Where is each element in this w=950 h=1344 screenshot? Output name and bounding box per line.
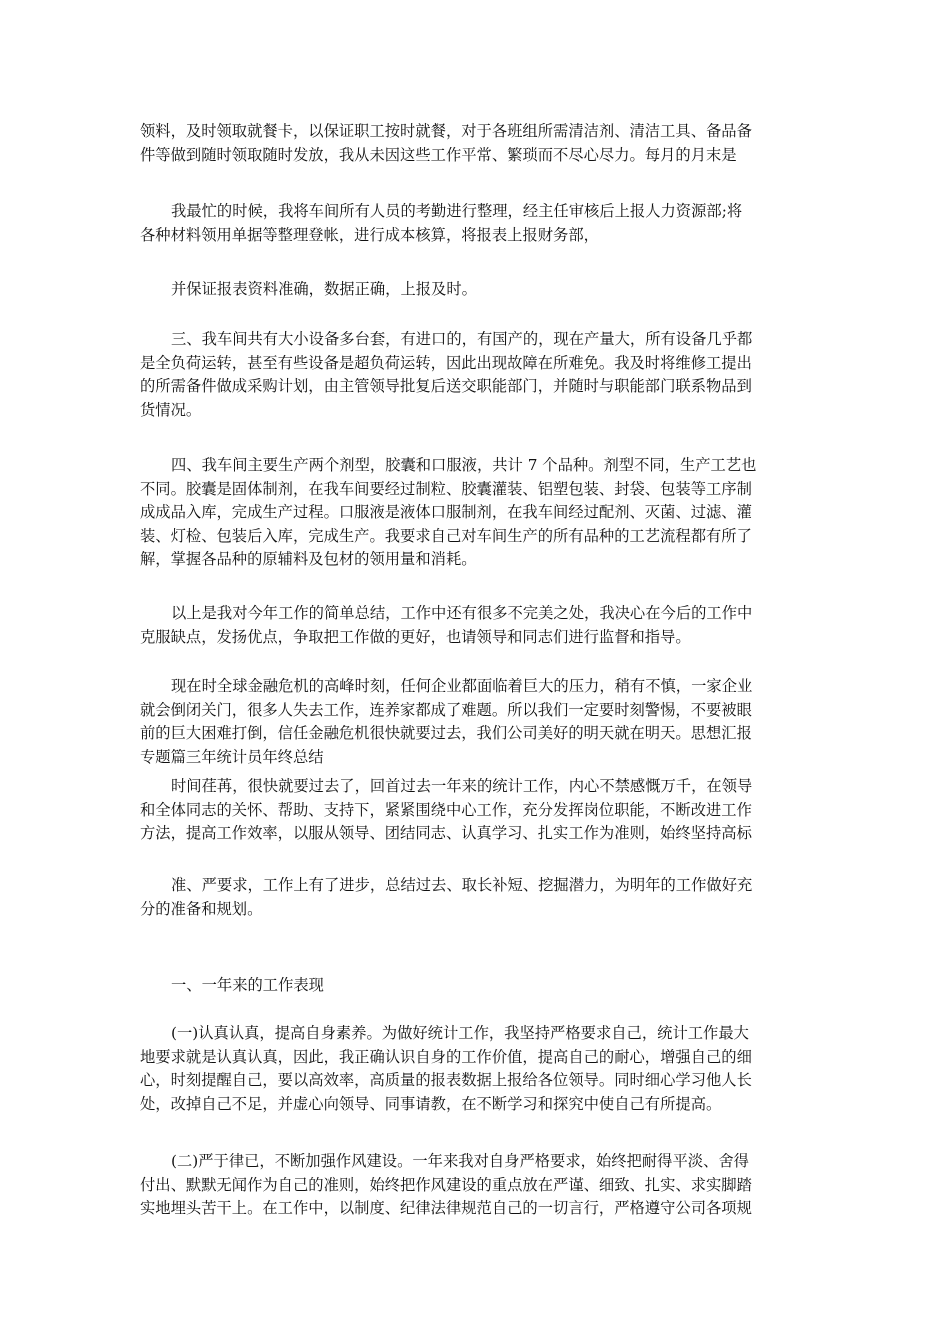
paragraph — [140, 974, 815, 998]
paragraph-line: (二)严于律已，不断加强作风建设。一年来我对自身严格要求，始终把耐得平淡、舍得 — [171, 1152, 749, 1170]
paragraph-line: 心，时刻提醒自己，要以高效率，高质量的报表数据上报给各位领导。同时细心学习他人长 — [140, 1071, 752, 1089]
paragraph-line: 货情况。 — [140, 400, 202, 419]
paragraph-line: 处，改掉自己不足，并虚心向领导、同事请教，在不断学习和探究中使自己有所提高。 — [140, 1094, 722, 1113]
paragraph-line: 装、灯检、包装后入库，完成生产。我要求自己对车间生产的所有品种的工艺流程都有所了 — [140, 526, 752, 545]
paragraph-line: (一)认真认真，提高自身素养。为做好统计工作，我坚持严格要求自己，统计工作最大 — [171, 1024, 749, 1042]
paragraph — [140, 775, 815, 846]
paragraph-line: 各种材料领用单据等整理登帐，进行成本核算，将报表上报财务部， — [140, 225, 599, 244]
paragraph-line: 地要求就是认真认真，因此，我正确认识自身的工作价值，提高自己的耐心，增强自己的细 — [140, 1047, 752, 1066]
paragraph-line: 以上是我对今年工作的简单总结，工作中还有很多不完美之处，我决心在今后的工作中 — [171, 604, 753, 622]
paragraph-line: 四、我车间主要生产两个剂型，胶囊和口服液，共计 7 个品种。剂型不同，生产工艺也 — [171, 456, 757, 474]
paragraph-line: 件等做到随时领取随时发放，我从未因这些工作平常、繁琐而不尽心尽力。每月的月末是 — [140, 145, 737, 164]
paragraph-line: 实地埋头苦干上。在工作中，以制度、纪律法律规范自己的一切言行，严格遵守公司各项规 — [140, 1199, 752, 1217]
paragraph-line: 和全体同志的关怀、帮助、支持下，紧紧围绕中心工作，充分发挥岗位职能，不断改进工作 — [140, 800, 752, 819]
paragraph — [140, 120, 815, 167]
paragraph-line: 成成品入库，完成生产过程。口服液是液体口服制剂，在我车间经过配剂、灭菌、过滤、灌 — [140, 503, 752, 521]
paragraph — [140, 454, 815, 572]
paragraph-line: 现在时全球金融危机的高峰时刻，任何企业都面临着巨大的压力，稍有不慎，一家企业 — [171, 677, 753, 695]
paragraph — [140, 675, 815, 769]
paragraph-line: 一、一年来的工作表现 — [171, 976, 324, 994]
paragraph-line: 的所需备件做成采购计划，由主管领导批复后送交职能部门，并随时与职能部门联系物品到 — [140, 377, 752, 395]
paragraph — [140, 328, 815, 422]
paragraph — [140, 874, 815, 921]
paragraph-line: 领料，及时领取就餐卡，以保证职工按时就餐，对于各班组所需清洁剂、清洁工具、备品备 — [140, 122, 752, 140]
paragraph-line: 并保证报表资料准确，数据正确，上报及时。 — [171, 280, 477, 298]
paragraph-line: 克服缺点，发扬优点，争取把工作做的更好，也请领导和同志们进行监督和指导。 — [140, 627, 691, 646]
paragraph-line: 三、我车间共有大小设备多台套，有进口的，有国产的，现在产量大，所有设备几乎都 — [171, 330, 753, 348]
paragraph-line: 前的巨大困难打倒，信任金融危机很快就要过去，我们公司美好的明天就在明天。思想汇报 — [140, 724, 752, 742]
paragraph-line: 准、严要求，工作上有了进步，总结过去、取长补短、挖掘潜力，为明年的工作做好充 — [171, 876, 753, 894]
paragraph — [140, 1022, 815, 1116]
paragraph-line: 解，掌握各品种的原辅料及包材的领用量和消耗。 — [140, 550, 477, 568]
paragraph-line: 付出、默默无闻作为自己的准则，始终把作风建设的重点放在严谨、细致、扎实、求实脚踏 — [140, 1175, 752, 1194]
paragraph-line: 分的准备和规划。 — [140, 899, 263, 918]
paragraph-line: 就会倒闭关门，很多人失去工作，连养家都成了难题。所以我们一定要时刻警惕，不要被眼 — [140, 700, 752, 719]
paragraph-line: 我最忙的时候，我将车间所有人员的考勤进行整理，经主任审核后上报人力资源部;将 — [171, 202, 743, 220]
paragraph-line: 专题篇三年统计员年终总结 — [140, 747, 324, 766]
paragraph-line: 是全负荷运转，甚至有些设备是超负荷运转，因此出现故障在所难免。我及时将维修工提出 — [140, 353, 752, 372]
paragraph — [140, 1150, 815, 1221]
paragraph-line: 不同。胶囊是固体制剂，在我车间要经过制粒、胶囊灌装、铝塑包装、封袋、包装等工序制 — [140, 479, 752, 498]
paragraph — [140, 278, 815, 302]
paragraph — [140, 200, 815, 247]
paragraph-line: 方法，提高工作效率，以服从领导、团结同志、认真学习、扎实工作为准则，始终坚持高标 — [140, 824, 752, 842]
paragraph — [140, 602, 815, 649]
paragraph-line: 时间荏苒，很快就要过去了，回首过去一年来的统计工作，内心不禁感慨万千，在领导 — [171, 777, 753, 795]
